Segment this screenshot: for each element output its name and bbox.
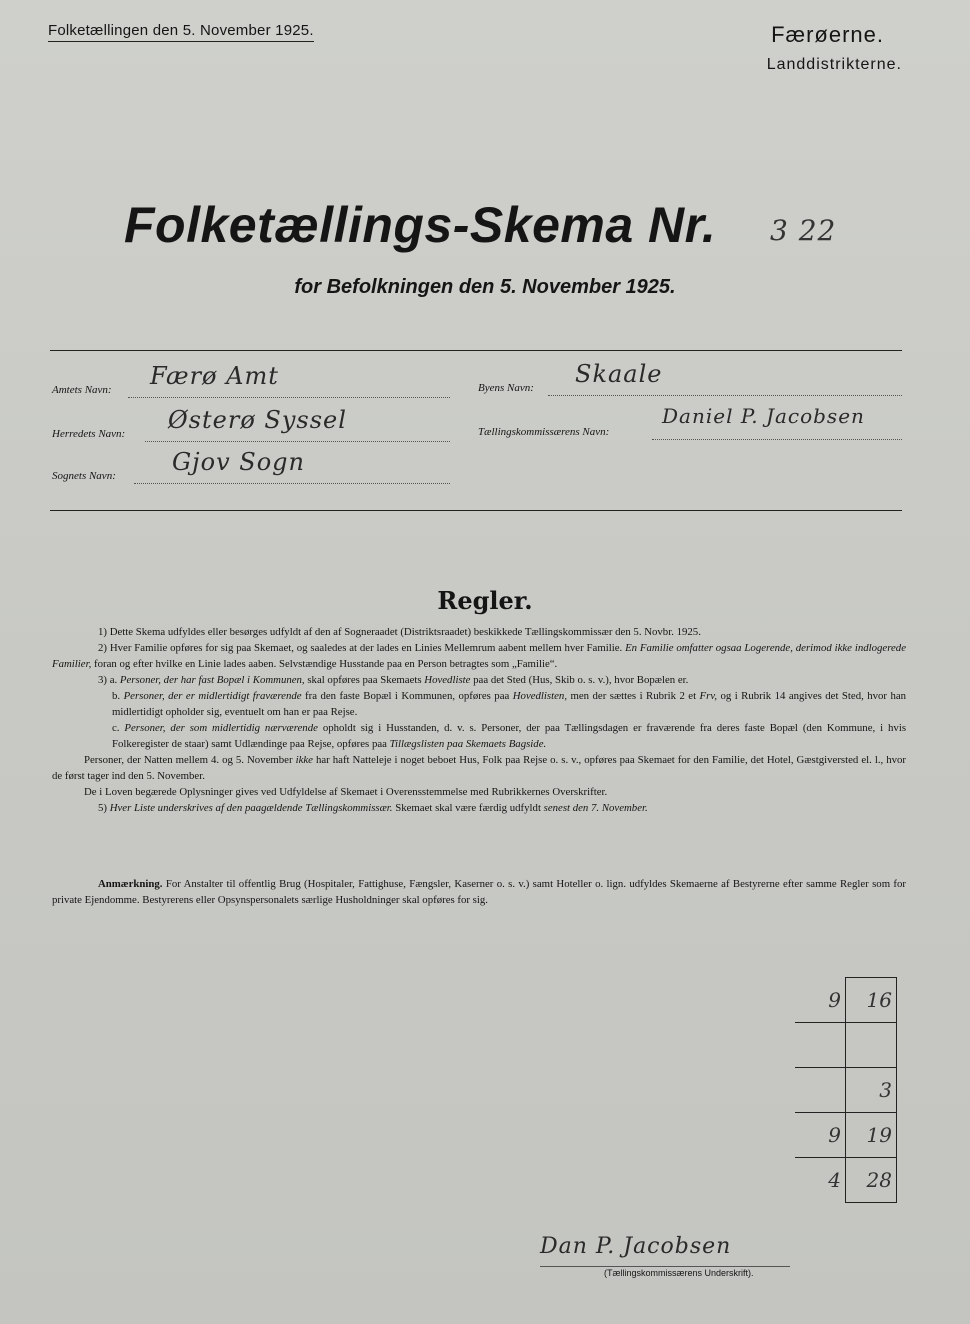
handwritten-schema-number: 3 22 xyxy=(770,214,837,247)
herred-label: Herredets Navn: xyxy=(52,428,126,440)
tally-row xyxy=(795,978,897,1023)
tally-cell-left: 9 xyxy=(795,978,846,1023)
tally-cell-left xyxy=(795,1068,846,1113)
divider-bottom xyxy=(50,510,902,511)
rule-1: 1) Dette Skema udfyldes eller besørges udfyldt af den af Sogneraadet (Distriktsraadet) beskikkede Tællingskommissær den 5. Novbr. 1925. xyxy=(98,626,701,638)
by-line xyxy=(548,395,902,396)
amt-label: Amtets Navn: xyxy=(52,384,112,396)
divider-top xyxy=(50,350,902,351)
signature-line xyxy=(540,1266,790,1267)
tally-cell-right: 19 xyxy=(846,1113,897,1158)
rule-4b: De i Loven begærede Oplysninger gives ved Udfyldelse af Skemaet i Overensstemmelse med Rubrikkernes Overskrifter. xyxy=(84,786,608,798)
rules-heading: Regler. xyxy=(437,586,533,615)
tally-row xyxy=(795,1023,897,1068)
tally-row xyxy=(795,1068,897,1113)
tally-cell-right: 28 xyxy=(846,1158,897,1203)
herred-line xyxy=(145,441,450,442)
annotation-label: Anmærkning. xyxy=(98,878,163,890)
sogn-line xyxy=(134,483,450,484)
tally-row xyxy=(795,1158,897,1203)
kommissaer-label: Tællingskommissærens Navn: xyxy=(478,426,610,438)
tally-cell-left xyxy=(795,1023,846,1068)
amt-line xyxy=(128,397,450,398)
signature-label: (Tællingskommissærens Underskrift). xyxy=(604,1268,754,1278)
form-title: Folketællings-Skema Nr. xyxy=(124,197,717,253)
rule-3b: b. Personer, der er midlertidigt fraværende fra den faste Bopæl i Kommunen, opføres paa Hovedlisten, men der sættes i Rubrik 2 et Frv, og i Rubrik 14 angives det Sted, hvor han midlertidigt opholder sig, eventuelt om han er paa Rejse. xyxy=(112,690,907,718)
kommissaer-value: Daniel P. Jacobsen xyxy=(662,404,865,428)
tally-table xyxy=(795,977,897,1203)
annotation-note xyxy=(52,876,906,908)
annotation-text: For Anstalter til offentlig Brug (Hospitaler, Fattighuse, Fængsler, Kaserner o. s. v.) samt Hoteller o. lign. udfyldes Skemaerne af Bestyrerne efter samme Regler som for private Ejendomme. Bestyrerens eller Opsynspersonalets særlige Husholdninger skal opføres for sig. xyxy=(52,878,907,906)
rule-4: Personer, der Natten mellem 4. og 5. November ikke har haft Natteleje i noget beboet Hus, Folk paa Rejse o. s. v., opføres paa Skemaet for den Familie, det Hotel, Gæstgiversted el. l., hvor de først tager ind den 5. November. xyxy=(52,754,907,782)
form-subtitle: for Befolkningen den 5. November 1925. xyxy=(294,276,676,298)
tally-row xyxy=(795,1113,897,1158)
rule-3c: c. Personer, der som midlertidig nærværende opholdt sig i Husstanden, d. v. s. Personer, der paa Tællingsdagen er fraværende fra deres faste Bopæl (den Kommune, i hvis Folkeregister de staar) samt Udlændinge paa Rejse, opføres paa Tillægslisten paa Skemaets Bagside. xyxy=(112,722,907,750)
tally-cell-left: 9 xyxy=(795,1113,846,1158)
kommissaer-line xyxy=(652,439,902,440)
sogn-value: Gjov Sogn xyxy=(172,448,305,476)
header-census-date: Folketællingen den 5. November 1925. xyxy=(48,22,314,42)
amt-value: Færø Amt xyxy=(150,362,279,390)
by-label: Byens Navn: xyxy=(478,382,534,394)
sogn-label: Sognets Navn: xyxy=(52,470,116,482)
tally-cell-right: 3 xyxy=(846,1068,897,1113)
tally-cell-right: 16 xyxy=(846,978,897,1023)
by-value: Skaale xyxy=(575,360,663,388)
tally-cell-right xyxy=(846,1023,897,1068)
header-region: Færøerne. xyxy=(771,22,884,47)
header-district: Landdistrikterne. xyxy=(766,56,902,73)
rule-3a: 3) a. Personer, der har fast Bopæl i Kommunen, skal opføres paa Skemaets Hovedliste paa det Sted (Hus, Skib o. s. v.), hvor Bopælen er. xyxy=(98,674,689,686)
rule-5: 5) Hver Liste underskrives af den paagældende Tællingskommissær. Skemaet skal være færdig udfyldt senest den 7. November. xyxy=(98,802,648,814)
rule-2: 2) Hver Familie opføres for sig paa Skemaet, og saaledes at der lades en Linies Mellemrum aabent mellem hver Familie. En Familie omfatter ogsaa Logerende, derimod ikke indlogerede Familier, foran og efter hvilke en Linie lades aaben. Selvstændige Husstande paa en Person betragtes som „Familie“. xyxy=(52,642,906,670)
rules-text xyxy=(52,624,906,816)
tally-cell-left: 4 xyxy=(795,1158,846,1203)
herred-value: Østerø Syssel xyxy=(168,406,347,434)
signature-handwriting: Dan P. Jacobsen xyxy=(540,1234,732,1259)
